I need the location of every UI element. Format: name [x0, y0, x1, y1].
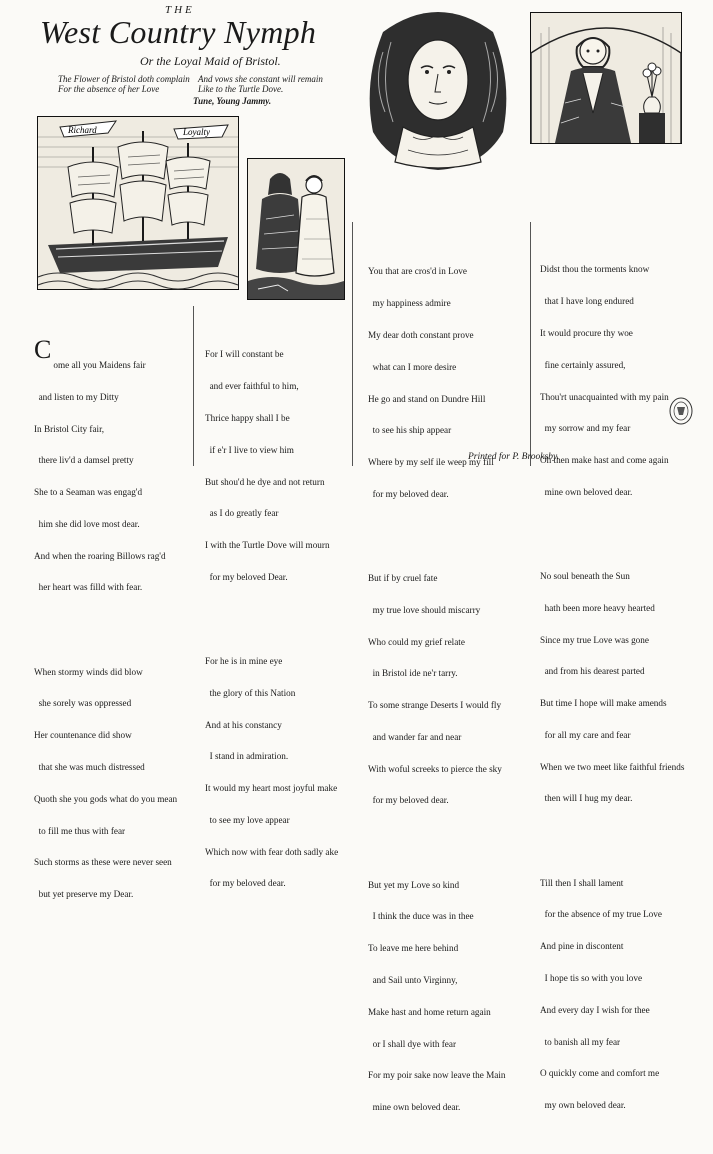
verse-line: but yet preserve my Dear. [34, 889, 134, 900]
verse-line: To some strange Deserts I would fly [368, 700, 502, 711]
verse-line: for the absence of my true Love [540, 909, 662, 920]
verse-line: For I will constant be [205, 349, 284, 360]
verse-line: Thou'rt unacquainted with my pain [540, 391, 669, 402]
verse-line: she sorely was oppressed [34, 698, 132, 709]
verse-line: I with the Turtle Dove will mourn [205, 540, 330, 551]
verse-line: I think the duce was in thee [368, 911, 474, 922]
column-divider-3 [530, 222, 531, 466]
verse-line: And pine in discontent [540, 941, 624, 952]
verse-line: Who could my grief relate [368, 636, 465, 647]
stanza [368, 552, 528, 827]
verse-line: My dear doth constant prove [368, 329, 474, 340]
verse-line: then will I hug my dear. [540, 793, 633, 804]
ship-flag-right: Loyalty [183, 127, 210, 137]
summary-right [198, 74, 323, 94]
verse-line: mine own beloved dear. [540, 486, 633, 497]
library-stamp-icon [668, 396, 694, 426]
verse-line: She to a Seaman was engag'd [34, 487, 143, 498]
man-portrait-woodcut [363, 2, 513, 172]
ship-illustration [38, 117, 238, 289]
verse-line: my true love should miscarry [368, 604, 481, 615]
printer-imprint: Printed for P. Brooksby. [468, 452, 560, 462]
verse-line: And at his constancy [205, 719, 282, 730]
stanza [368, 858, 528, 1133]
verse-line: But yet my Love so kind [368, 879, 460, 890]
column-divider-2 [352, 222, 353, 466]
ship-flag-left: Richard [68, 125, 97, 135]
verse-line: In Bristol City fair, [34, 423, 105, 434]
couple-woodcut [247, 158, 345, 300]
verse-line: No soul beneath the Sun [540, 571, 630, 581]
verse-line: And every day I wish for thee [540, 1004, 650, 1015]
ship-woodcut [37, 116, 239, 290]
stanza [368, 245, 528, 520]
verse-line: him she did love most dear. [34, 518, 140, 529]
stanza [34, 645, 192, 920]
verse-line: ome all you Maidens fair [53, 359, 146, 370]
verse-line: He go and stand on Dundre Hill [368, 393, 486, 404]
couple-illustration [248, 159, 344, 299]
verse-line: Oh then make hast and come again [540, 455, 669, 466]
verse-line: But shou'd he dye and not return [205, 476, 325, 487]
verse-line: that she was much distressed [34, 761, 145, 772]
verse-line: or I shall dye with fear [368, 1038, 457, 1049]
verse-line: Her countenance did show [34, 730, 132, 741]
verse-line: Quoth she you gods what do you mean [34, 793, 178, 804]
woman-portrait-woodcut [530, 12, 682, 144]
stanza [540, 243, 710, 518]
verse-line: Where by my self ile weep my fill [368, 457, 494, 468]
verse-line: Thrice happy shall I be [205, 412, 290, 423]
verse-line: I hope tis so with you love [540, 972, 643, 983]
verse-line: to fill me thus with fear [34, 825, 126, 836]
stanza [205, 328, 350, 603]
column-divider-1 [193, 306, 194, 466]
man-portrait [363, 2, 513, 172]
summary-left [58, 74, 190, 94]
verse-line: For he is in mine eye [205, 656, 283, 666]
verse-line: what can I more desire [368, 361, 457, 372]
verse-line: For my poir sake now leave the Main [368, 1070, 506, 1081]
verse-column-4 [540, 222, 710, 1152]
verse-line: When stormy winds did blow [34, 666, 143, 677]
summary-right-line-1: And vows she constant will remain [198, 74, 323, 84]
verse-line: and wander far and near [368, 731, 462, 742]
verse-line: Which now with fear doth sadly ake [205, 846, 339, 857]
verse-line: hath been more heavy hearted [540, 602, 655, 613]
verse-line: I stand in admiration. [205, 751, 289, 762]
verse-line: to see his ship appear [368, 425, 452, 436]
verse-line: if e'r I live to view him [205, 444, 294, 455]
verse-column-1 [34, 307, 192, 941]
verse-line: my own beloved dear. [540, 1100, 626, 1111]
verse-line: Didst thou the torments know [540, 264, 650, 275]
summary-left-line-1: The Flower of Bristol doth complain [58, 74, 190, 84]
verse-line: my happiness admire [368, 298, 451, 309]
stanza [540, 550, 710, 825]
verse-line: to see my love appear [205, 814, 290, 825]
stanza [34, 328, 192, 614]
verse-line: With woful screeks to pierce the sky [368, 763, 502, 774]
verse-line: But if by cruel fate [368, 573, 438, 583]
verse-line: And when the roaring Billows rag'd [34, 550, 166, 561]
verse-line: the glory of this Nation [205, 687, 296, 698]
verse-line: mine own beloved dear. [368, 1102, 461, 1113]
verse-line: But time I hope will make amends [540, 698, 667, 709]
verse-line: and from his dearest parted [540, 666, 645, 677]
verse-line: fine certainly assured, [540, 359, 626, 370]
verse-line: for my beloved dear. [368, 488, 449, 499]
stanza [205, 635, 350, 910]
stanza [540, 856, 710, 1131]
verse-line: my sorrow and my fear [540, 423, 631, 434]
verse-line: there liv'd a damsel pretty [34, 455, 134, 466]
verse-line: for my beloved dear. [205, 878, 286, 889]
verse-line: and ever faithful to him, [205, 381, 299, 392]
verse-line: Such storms as these were never seen [34, 857, 172, 868]
verse-line: and Sail unto Virginny, [368, 974, 458, 985]
ballad-title: West Country Nymph [40, 14, 317, 50]
verse-line: To leave me here behind [368, 943, 459, 954]
verse-line: When we two meet like faithful friends [540, 761, 685, 772]
verse-line: for my beloved dear. [368, 795, 449, 806]
verse-line: that I have long endured [540, 296, 634, 307]
verse-line: for all my care and fear [540, 729, 631, 740]
verse-column-2 [205, 307, 350, 931]
verse-line: It would procure thy woe [540, 327, 633, 338]
title-prefix: THE [165, 4, 195, 16]
verse-line: Till then I shall lament [540, 877, 624, 888]
verse-line: Make hast and home return again [368, 1006, 491, 1017]
verse-line: as I do greatly fear [205, 508, 279, 519]
verse-line: Since my true Love was gone [540, 634, 649, 645]
summary-right-line-2: Like to the Turtle Dove. [198, 84, 284, 94]
ballad-subtitle: Or the Loyal Maid of Bristol. [140, 54, 281, 68]
verse-line: and listen to my Ditty [34, 391, 119, 402]
verse-line: her heart was filld with fear. [34, 582, 143, 593]
verse-line: for my beloved Dear. [205, 571, 288, 582]
verse-line: It would my heart most joyful make [205, 783, 338, 794]
verse-line: in Bristol ide ne'r tarry. [368, 668, 458, 679]
verse-column-3 [368, 224, 528, 1154]
verse-line: You that are cros'd in Love [368, 266, 467, 277]
tune-line: Tune, Young Jammy. [193, 96, 272, 106]
verse-line: to banish all my fear [540, 1036, 621, 1047]
woman-portrait [531, 13, 681, 143]
summary-left-line-2: For the absence of her Love [58, 84, 160, 94]
drop-cap: C [34, 334, 52, 364]
verse-line: O quickly come and comfort me [540, 1068, 660, 1079]
